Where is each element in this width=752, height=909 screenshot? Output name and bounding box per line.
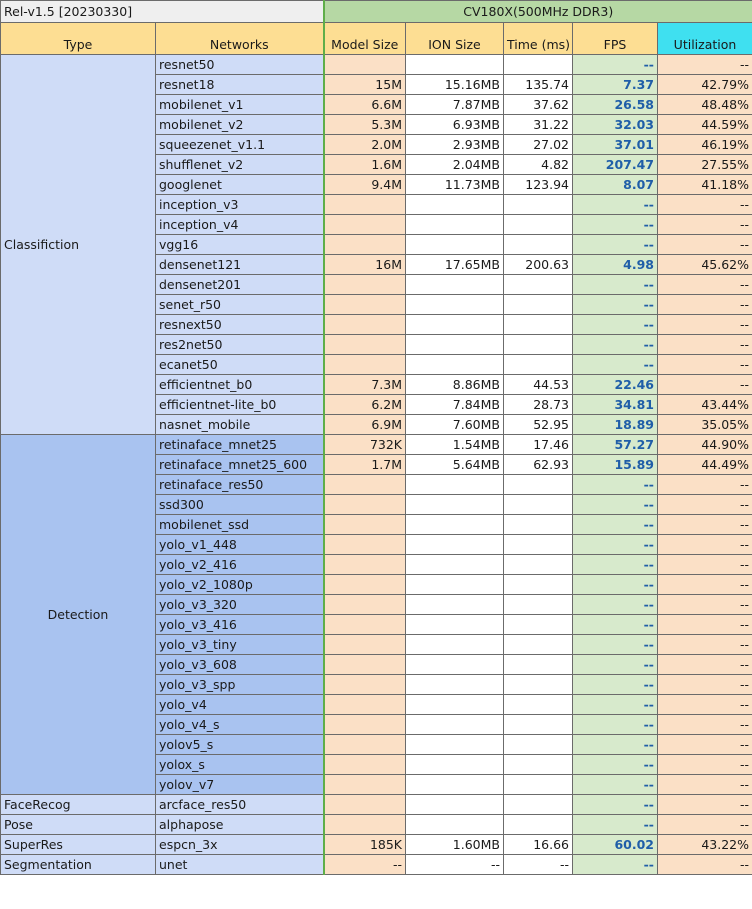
utilization-cell: --	[658, 55, 752, 75]
utilization-cell: --	[658, 675, 752, 695]
utilization-cell: 45.62%	[658, 255, 752, 275]
network-name-cell: mobilenet_v1	[156, 95, 324, 115]
network-name-cell: res2net50	[156, 335, 324, 355]
title-row	[1, 1, 752, 23]
utilization-cell: --	[658, 735, 752, 755]
network-name-cell: ecanet50	[156, 355, 324, 375]
network-name-cell: yolo_v3_608	[156, 655, 324, 675]
utilization-cell: 27.55%	[658, 155, 752, 175]
model-size-cell: 9.4M	[324, 175, 406, 195]
model-size-cell	[324, 475, 406, 495]
utilization-cell: --	[658, 495, 752, 515]
time-cell	[504, 735, 573, 755]
ion-size-cell	[406, 215, 504, 235]
ion-size-cell	[406, 655, 504, 675]
fps-cell: 22.46	[573, 375, 658, 395]
ion-size-cell	[406, 635, 504, 655]
utilization-cell: --	[658, 695, 752, 715]
fps-cell: --	[573, 335, 658, 355]
time-cell	[504, 635, 573, 655]
utilization-cell: --	[658, 555, 752, 575]
time-cell: 62.93	[504, 455, 573, 475]
model-size-cell	[324, 315, 406, 335]
time-cell	[504, 595, 573, 615]
fps-cell: --	[573, 315, 658, 335]
ion-size-cell	[406, 355, 504, 375]
model-size-cell	[324, 715, 406, 735]
time-cell: 28.73	[504, 395, 573, 415]
ion-size-cell	[406, 695, 504, 715]
model-size-cell	[324, 675, 406, 695]
network-name-cell: nasnet_mobile	[156, 415, 324, 435]
model-size-cell: 6.6M	[324, 95, 406, 115]
network-name-cell: unet	[156, 855, 324, 875]
model-size-cell	[324, 775, 406, 795]
model-size-cell: 16M	[324, 255, 406, 275]
fps-cell: --	[573, 755, 658, 775]
utilization-cell: --	[658, 715, 752, 735]
time-cell	[504, 295, 573, 315]
fps-cell: --	[573, 675, 658, 695]
fps-cell: 34.81	[573, 395, 658, 415]
time-cell: --	[504, 855, 573, 875]
ion-size-cell: 2.93MB	[406, 135, 504, 155]
ion-size-cell: 6.93MB	[406, 115, 504, 135]
network-name-cell: densenet121	[156, 255, 324, 275]
utilization-cell: --	[658, 295, 752, 315]
type-cell-segmentation: Segmentation	[1, 855, 156, 875]
model-size-cell: 1.7M	[324, 455, 406, 475]
time-cell	[504, 355, 573, 375]
model-size-cell	[324, 615, 406, 635]
network-name-cell: yolov_v7	[156, 775, 324, 795]
utilization-cell: --	[658, 515, 752, 535]
fps-cell: --	[573, 295, 658, 315]
time-cell: 16.66	[504, 835, 573, 855]
network-name-cell: retinaface_mnet25	[156, 435, 324, 455]
utilization-cell: 46.19%	[658, 135, 752, 155]
model-size-cell: --	[324, 855, 406, 875]
model-size-cell: 6.9M	[324, 415, 406, 435]
utilization-cell: --	[658, 535, 752, 555]
time-cell: 44.53	[504, 375, 573, 395]
time-cell: 4.82	[504, 155, 573, 175]
network-name-cell: espcn_3x	[156, 835, 324, 855]
type-cell-superres: SuperRes	[1, 835, 156, 855]
ion-size-cell: 1.54MB	[406, 435, 504, 455]
ion-size-cell: 15.16MB	[406, 75, 504, 95]
fps-cell: --	[573, 615, 658, 635]
utilization-cell: --	[658, 795, 752, 815]
col-header-fps: FPS	[573, 23, 658, 55]
utilization-cell: --	[658, 215, 752, 235]
network-name-cell: densenet201	[156, 275, 324, 295]
ion-size-cell: 5.64MB	[406, 455, 504, 475]
ion-size-cell: --	[406, 855, 504, 875]
ion-size-cell	[406, 795, 504, 815]
ion-size-cell: 8.86MB	[406, 375, 504, 395]
fps-cell: 18.89	[573, 415, 658, 435]
fps-cell: --	[573, 715, 658, 735]
utilization-cell: --	[658, 235, 752, 255]
utilization-cell: 42.79%	[658, 75, 752, 95]
table-row	[1, 435, 752, 455]
model-size-cell	[324, 535, 406, 555]
time-cell	[504, 695, 573, 715]
fps-cell: --	[573, 575, 658, 595]
fps-cell: 4.98	[573, 255, 658, 275]
time-cell	[504, 795, 573, 815]
utilization-cell: --	[658, 775, 752, 795]
utilization-cell: 41.18%	[658, 175, 752, 195]
model-size-cell	[324, 355, 406, 375]
model-size-cell: 6.2M	[324, 395, 406, 415]
col-header-type: Type	[1, 23, 156, 55]
ion-size-cell: 2.04MB	[406, 155, 504, 175]
utilization-cell: 44.90%	[658, 435, 752, 455]
model-size-cell: 1.6M	[324, 155, 406, 175]
model-size-cell: 7.3M	[324, 375, 406, 395]
model-size-cell: 185K	[324, 835, 406, 855]
time-cell	[504, 555, 573, 575]
fps-cell: --	[573, 475, 658, 495]
model-size-cell	[324, 755, 406, 775]
time-cell	[504, 475, 573, 495]
network-name-cell: yolo_v3_320	[156, 595, 324, 615]
ion-size-cell: 11.73MB	[406, 175, 504, 195]
fps-cell: --	[573, 595, 658, 615]
utilization-cell: --	[658, 275, 752, 295]
model-size-cell: 732K	[324, 435, 406, 455]
network-name-cell: retinaface_mnet25_600	[156, 455, 324, 475]
network-name-cell: resnet50	[156, 55, 324, 75]
type-cell-facerecog: FaceRecog	[1, 795, 156, 815]
fps-cell: --	[573, 655, 658, 675]
time-cell	[504, 615, 573, 635]
release-label: Rel-v1.5 [20230330]	[1, 1, 324, 23]
table-row	[1, 835, 752, 855]
column-header-row	[1, 23, 752, 55]
network-name-cell: ssd300	[156, 495, 324, 515]
time-cell	[504, 515, 573, 535]
fps-cell: 207.47	[573, 155, 658, 175]
fps-cell: --	[573, 55, 658, 75]
utilization-cell: 48.48%	[658, 95, 752, 115]
time-cell: 31.22	[504, 115, 573, 135]
time-cell	[504, 55, 573, 75]
fps-cell: --	[573, 555, 658, 575]
network-name-cell: alphapose	[156, 815, 324, 835]
time-cell: 52.95	[504, 415, 573, 435]
type-cell-detection: Detection	[1, 435, 156, 795]
utilization-cell: --	[658, 655, 752, 675]
network-name-cell: googlenet	[156, 175, 324, 195]
model-size-cell: 2.0M	[324, 135, 406, 155]
model-size-cell	[324, 515, 406, 535]
network-name-cell: resnet18	[156, 75, 324, 95]
fps-cell: --	[573, 495, 658, 515]
ion-size-cell	[406, 575, 504, 595]
utilization-cell: --	[658, 755, 752, 775]
fps-cell: --	[573, 695, 658, 715]
utilization-cell: --	[658, 195, 752, 215]
model-size-cell	[324, 575, 406, 595]
fps-cell: 26.58	[573, 95, 658, 115]
time-cell	[504, 335, 573, 355]
time-cell	[504, 275, 573, 295]
fps-cell: 7.37	[573, 75, 658, 95]
fps-cell: --	[573, 275, 658, 295]
fps-cell: --	[573, 515, 658, 535]
network-name-cell: squeezenet_v1.1	[156, 135, 324, 155]
network-name-cell: yolo_v2_1080p	[156, 575, 324, 595]
utilization-cell: 43.22%	[658, 835, 752, 855]
ion-size-cell	[406, 195, 504, 215]
network-name-cell: efficientnet_b0	[156, 375, 324, 395]
utilization-cell: --	[658, 595, 752, 615]
ion-size-cell: 7.87MB	[406, 95, 504, 115]
time-cell	[504, 315, 573, 335]
model-size-cell	[324, 735, 406, 755]
model-size-cell	[324, 555, 406, 575]
model-size-cell	[324, 795, 406, 815]
model-size-cell	[324, 295, 406, 315]
time-cell	[504, 755, 573, 775]
fps-cell: --	[573, 355, 658, 375]
time-cell	[504, 575, 573, 595]
time-cell: 37.62	[504, 95, 573, 115]
time-cell: 200.63	[504, 255, 573, 275]
table-row	[1, 815, 752, 835]
ion-size-cell	[406, 815, 504, 835]
fps-cell: --	[573, 815, 658, 835]
time-cell: 123.94	[504, 175, 573, 195]
fps-cell: 15.89	[573, 455, 658, 475]
network-name-cell: arcface_res50	[156, 795, 324, 815]
model-size-cell: 5.3M	[324, 115, 406, 135]
network-name-cell: mobilenet_v2	[156, 115, 324, 135]
time-cell	[504, 235, 573, 255]
network-name-cell: yolo_v4_s	[156, 715, 324, 735]
model-size-cell	[324, 495, 406, 515]
utilization-cell: --	[658, 575, 752, 595]
fps-cell: --	[573, 775, 658, 795]
utilization-cell: --	[658, 375, 752, 395]
network-name-cell: yolo_v2_416	[156, 555, 324, 575]
ion-size-cell	[406, 315, 504, 335]
fps-cell: 8.07	[573, 175, 658, 195]
network-name-cell: inception_v4	[156, 215, 324, 235]
network-name-cell: mobilenet_ssd	[156, 515, 324, 535]
fps-cell: --	[573, 735, 658, 755]
ion-size-cell	[406, 475, 504, 495]
col-header-time: Time (ms)	[504, 23, 573, 55]
ion-size-cell	[406, 595, 504, 615]
model-size-cell	[324, 815, 406, 835]
network-name-cell: yolov5_s	[156, 735, 324, 755]
fps-cell: 60.02	[573, 835, 658, 855]
model-size-cell	[324, 595, 406, 615]
table-row	[1, 795, 752, 815]
ion-size-cell	[406, 535, 504, 555]
time-cell: 27.02	[504, 135, 573, 155]
type-cell-pose: Pose	[1, 815, 156, 835]
fps-cell: 32.03	[573, 115, 658, 135]
utilization-cell: --	[658, 475, 752, 495]
utilization-cell: --	[658, 335, 752, 355]
utilization-cell: --	[658, 855, 752, 875]
ion-size-cell	[406, 495, 504, 515]
time-cell: 135.74	[504, 75, 573, 95]
utilization-cell: 43.44%	[658, 395, 752, 415]
time-cell	[504, 815, 573, 835]
model-size-cell	[324, 655, 406, 675]
ion-size-cell	[406, 275, 504, 295]
utilization-cell: --	[658, 355, 752, 375]
network-name-cell: yolo_v1_448	[156, 535, 324, 555]
ion-size-cell	[406, 335, 504, 355]
time-cell	[504, 495, 573, 515]
network-name-cell: yolox_s	[156, 755, 324, 775]
utilization-cell: 35.05%	[658, 415, 752, 435]
network-name-cell: yolo_v3_416	[156, 615, 324, 635]
model-size-cell	[324, 695, 406, 715]
ion-size-cell	[406, 555, 504, 575]
time-cell	[504, 535, 573, 555]
utilization-cell: 44.49%	[658, 455, 752, 475]
time-cell	[504, 215, 573, 235]
fps-cell: --	[573, 195, 658, 215]
network-name-cell: senet_r50	[156, 295, 324, 315]
network-name-cell: resnext50	[156, 315, 324, 335]
fps-cell: --	[573, 535, 658, 555]
col-header-utilization: Utilization	[658, 23, 752, 55]
utilization-cell: --	[658, 615, 752, 635]
ion-size-cell	[406, 515, 504, 535]
utilization-cell: --	[658, 815, 752, 835]
network-name-cell: vgg16	[156, 235, 324, 255]
model-size-cell: 15M	[324, 75, 406, 95]
time-cell	[504, 655, 573, 675]
network-name-cell: retinaface_res50	[156, 475, 324, 495]
ion-size-cell	[406, 735, 504, 755]
model-size-cell	[324, 635, 406, 655]
ion-size-cell	[406, 235, 504, 255]
fps-cell: 37.01	[573, 135, 658, 155]
ion-size-cell: 17.65MB	[406, 255, 504, 275]
model-size-cell	[324, 275, 406, 295]
ion-size-cell	[406, 775, 504, 795]
ion-size-cell: 1.60MB	[406, 835, 504, 855]
time-cell	[504, 195, 573, 215]
time-cell	[504, 675, 573, 695]
network-name-cell: yolo_v4	[156, 695, 324, 715]
time-cell: 17.46	[504, 435, 573, 455]
fps-cell: --	[573, 795, 658, 815]
model-size-cell	[324, 195, 406, 215]
network-name-cell: yolo_v3_tiny	[156, 635, 324, 655]
model-size-cell	[324, 215, 406, 235]
model-size-cell	[324, 55, 406, 75]
col-header-ion-size: ION Size	[406, 23, 504, 55]
ion-size-cell: 7.84MB	[406, 395, 504, 415]
ion-size-cell	[406, 295, 504, 315]
utilization-cell: --	[658, 635, 752, 655]
ion-size-cell	[406, 675, 504, 695]
utilization-cell: 44.59%	[658, 115, 752, 135]
fps-cell: --	[573, 635, 658, 655]
network-name-cell: inception_v3	[156, 195, 324, 215]
col-header-model-size: Model Size	[324, 23, 406, 55]
fps-cell: 57.27	[573, 435, 658, 455]
chip-label: CV180X(500MHz DDR3)	[324, 1, 752, 23]
utilization-cell: --	[658, 315, 752, 335]
ion-size-cell: 7.60MB	[406, 415, 504, 435]
ion-size-cell	[406, 55, 504, 75]
time-cell	[504, 775, 573, 795]
network-name-cell: yolo_v3_spp	[156, 675, 324, 695]
model-size-cell	[324, 235, 406, 255]
ion-size-cell	[406, 615, 504, 635]
type-cell-classification: Classifiction	[1, 55, 156, 435]
model-size-cell	[324, 335, 406, 355]
col-header-networks: Networks	[156, 23, 324, 55]
table-row	[1, 855, 752, 875]
time-cell	[504, 715, 573, 735]
table-row	[1, 55, 752, 75]
network-name-cell: efficientnet-lite_b0	[156, 395, 324, 415]
network-name-cell: shufflenet_v2	[156, 155, 324, 175]
fps-cell: --	[573, 855, 658, 875]
fps-cell: --	[573, 235, 658, 255]
ion-size-cell	[406, 715, 504, 735]
ion-size-cell	[406, 755, 504, 775]
fps-cell: --	[573, 215, 658, 235]
